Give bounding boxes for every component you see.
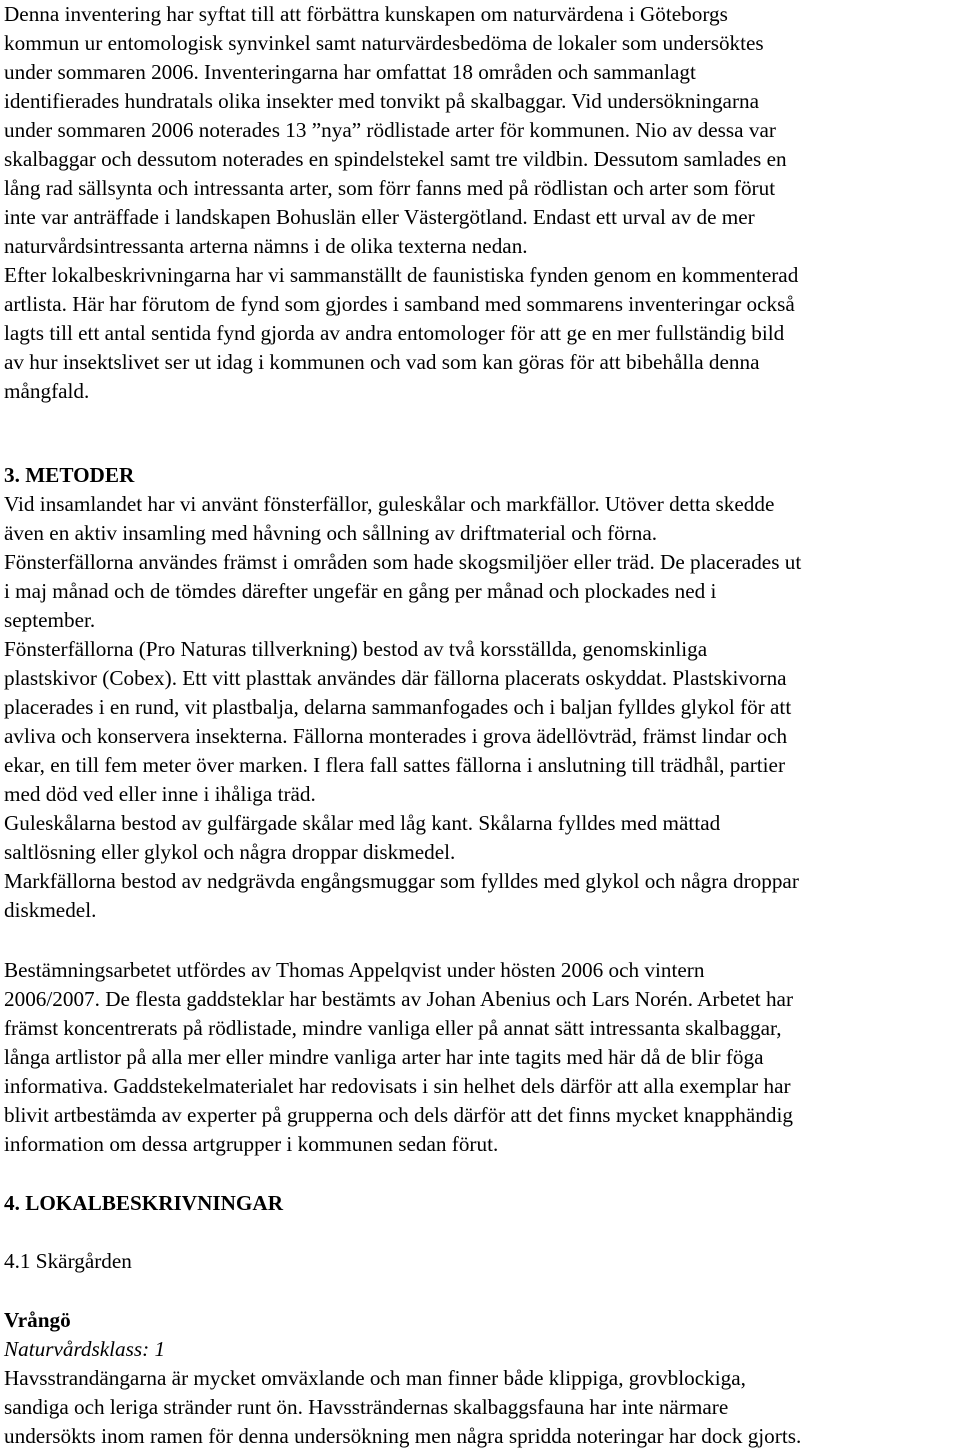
intro-line: under sommaren 2006. Inventeringarna har omfattat 18 områden och sammanlagt [4, 60, 696, 84]
bestamning-line: Bestämningsarbetet utfördes av Thomas Appelqvist under hösten 2006 och vintern [4, 958, 705, 982]
intro-line: identifierades hundratals olika insekter med tonvikt på skalbaggar. Vid undersökningarna [4, 89, 759, 113]
vrango-line: sandiga och leriga stränder runt ön. Havssträndernas skalbaggsfauna har inte närmare [4, 1395, 729, 1419]
vrango-line: Havsstrandängarna är mycket omväxlande och man finner både klippiga, grovblockiga, [4, 1366, 746, 1390]
metoder-line: saltlösning eller glykol och några droppar diskmedel. [4, 840, 456, 864]
bestamning-line: blivit artbestämda av experter på grupperna och dels därför att det finns mycket knapphändig [4, 1103, 793, 1127]
metoder-line: Fönsterfällorna (Pro Naturas tillverkning) bestod av två korsställda, genomskinliga [4, 637, 708, 661]
section-heading-metoder: 3. METODER [4, 463, 135, 487]
metoder-line: Guleskålarna bestod av gulfärgade skålar med låg kant. Skålarna fylldes med mättad [4, 811, 721, 835]
intro-line: inte var anträffade i landskapen Bohuslän eller Västergötland. Endast ett urval av de mer [4, 205, 755, 229]
bestamning-line: 2006/2007. De flesta gaddsteklar har bestämts av Johan Abenius och Lars Norén. Arbetet har [4, 987, 794, 1011]
intro-line: naturvårdsintressanta arterna nämns i de olika texterna nedan. [4, 234, 528, 258]
metoder-line: Markfällorna bestod av nedgrävda engångsmuggar som fylldes med glykol och några droppar [4, 869, 799, 893]
subsection-heading-skargarden: 4.1 Skärgården [4, 1249, 132, 1273]
bestamning-line: långa artlistor på alla mer eller mindre vanliga arter har inte tagits med här då de blir föga [4, 1045, 764, 1069]
metoder-line: diskmedel. [4, 898, 97, 922]
metoder-line: i maj månad och de tömdes därefter ungefär en gång per månad och plockades ned i [4, 579, 717, 603]
section-heading-lokalbeskrivningar: 4. LOKALBESKRIVNINGAR [4, 1191, 284, 1215]
intro-line: lång rad sällsynta och intressanta arter, som förr fanns med på rödlistan och arter som förut [4, 176, 776, 200]
intro-line: lagts till ett antal sentida fynd gjorda av andra entomologer för att ge en mer fullständig bild [4, 321, 785, 345]
metoder-line: september. [4, 608, 96, 632]
metoder-line: placerades i en rund, vit plastbalja, delarna sammanfogades och i baljan fylldes glykol för att [4, 695, 792, 719]
intro-line: Efter lokalbeskrivningarna har vi sammanställt de faunistiska fynden genom en kommenterad [4, 263, 799, 287]
bestamning-line: informativa. Gaddstekelmaterialet har redovisats i sin helhet dels därför att alla exemplar har [4, 1074, 791, 1098]
place-heading-vrango: Vrångö [4, 1308, 71, 1332]
metoder-line: avliva och konservera insekterna. Fällorna monterades i grova ädellövträd, främst lindar och [4, 724, 788, 748]
intro-line: av hur insektslivet ser ut idag i kommunen och vad som kan göras för att bibehålla denna [4, 350, 760, 374]
metoder-line: ekar, en till fem meter över marken. I flera fall sattes fällorna i anslutning till trädhål, partier [4, 753, 786, 777]
bestamning-line: främst koncentrerats på rödlistade, mindre vanliga eller på annat sätt intressanta skalbaggar, [4, 1016, 782, 1040]
intro-line: under sommaren 2006 noterades 13 ”nya” rödlistade arter för kommunen. Nio av dessa var [4, 118, 776, 142]
lokal-section [4, 1189, 283, 1218]
intro-line: mångfald. [4, 379, 90, 403]
metoder-line: även en aktiv insamling med håvning och sållning av driftmaterial och förna. [4, 521, 658, 545]
metoder-section [4, 461, 801, 925]
intro-line: Denna inventering har syftat till att förbättra kunskapen om naturvärdena i Göteborgs [4, 2, 728, 26]
vrango-line: undersökts inom ramen för denna undersökning men några spridda noteringar har dock gjorts. [4, 1424, 802, 1448]
bestamning-section [4, 956, 793, 1159]
intro-line: skalbaggar och dessutom noterades en spindelstekel samt tre vildbin. Dessutom samlades en [4, 147, 787, 171]
metoder-line: med död ved eller inne i ihåliga träd. [4, 782, 316, 806]
vrango-section [4, 1306, 801, 1451]
metoder-line: Fönsterfällorna användes främst i områden som hade skogsmiljöer eller träd. De placerades ut [4, 550, 802, 574]
intro-section [4, 0, 798, 406]
intro-line: artlista. Här har förutom de fynd som gjordes i samband med sommarens inventeringar också [4, 292, 795, 316]
metoder-line: plastskivor (Cobex). Ett vitt plasttak användes där fällorna placerats oskyddat. Plastskivorna [4, 666, 787, 690]
skargarden-section [4, 1247, 132, 1276]
metoder-line: Vid insamlandet har vi använt fönsterfällor, guleskålar och markfällor. Utöver detta skedde [4, 492, 775, 516]
bestamning-line: information om dessa artgrupper i kommunen sedan förut. [4, 1132, 499, 1156]
intro-line: kommun ur entomologisk synvinkel samt naturvärdesbedöma de lokaler som undersöktes [4, 31, 764, 55]
naturvardsklass-label: Naturvårdsklass: 1 [4, 1337, 166, 1361]
